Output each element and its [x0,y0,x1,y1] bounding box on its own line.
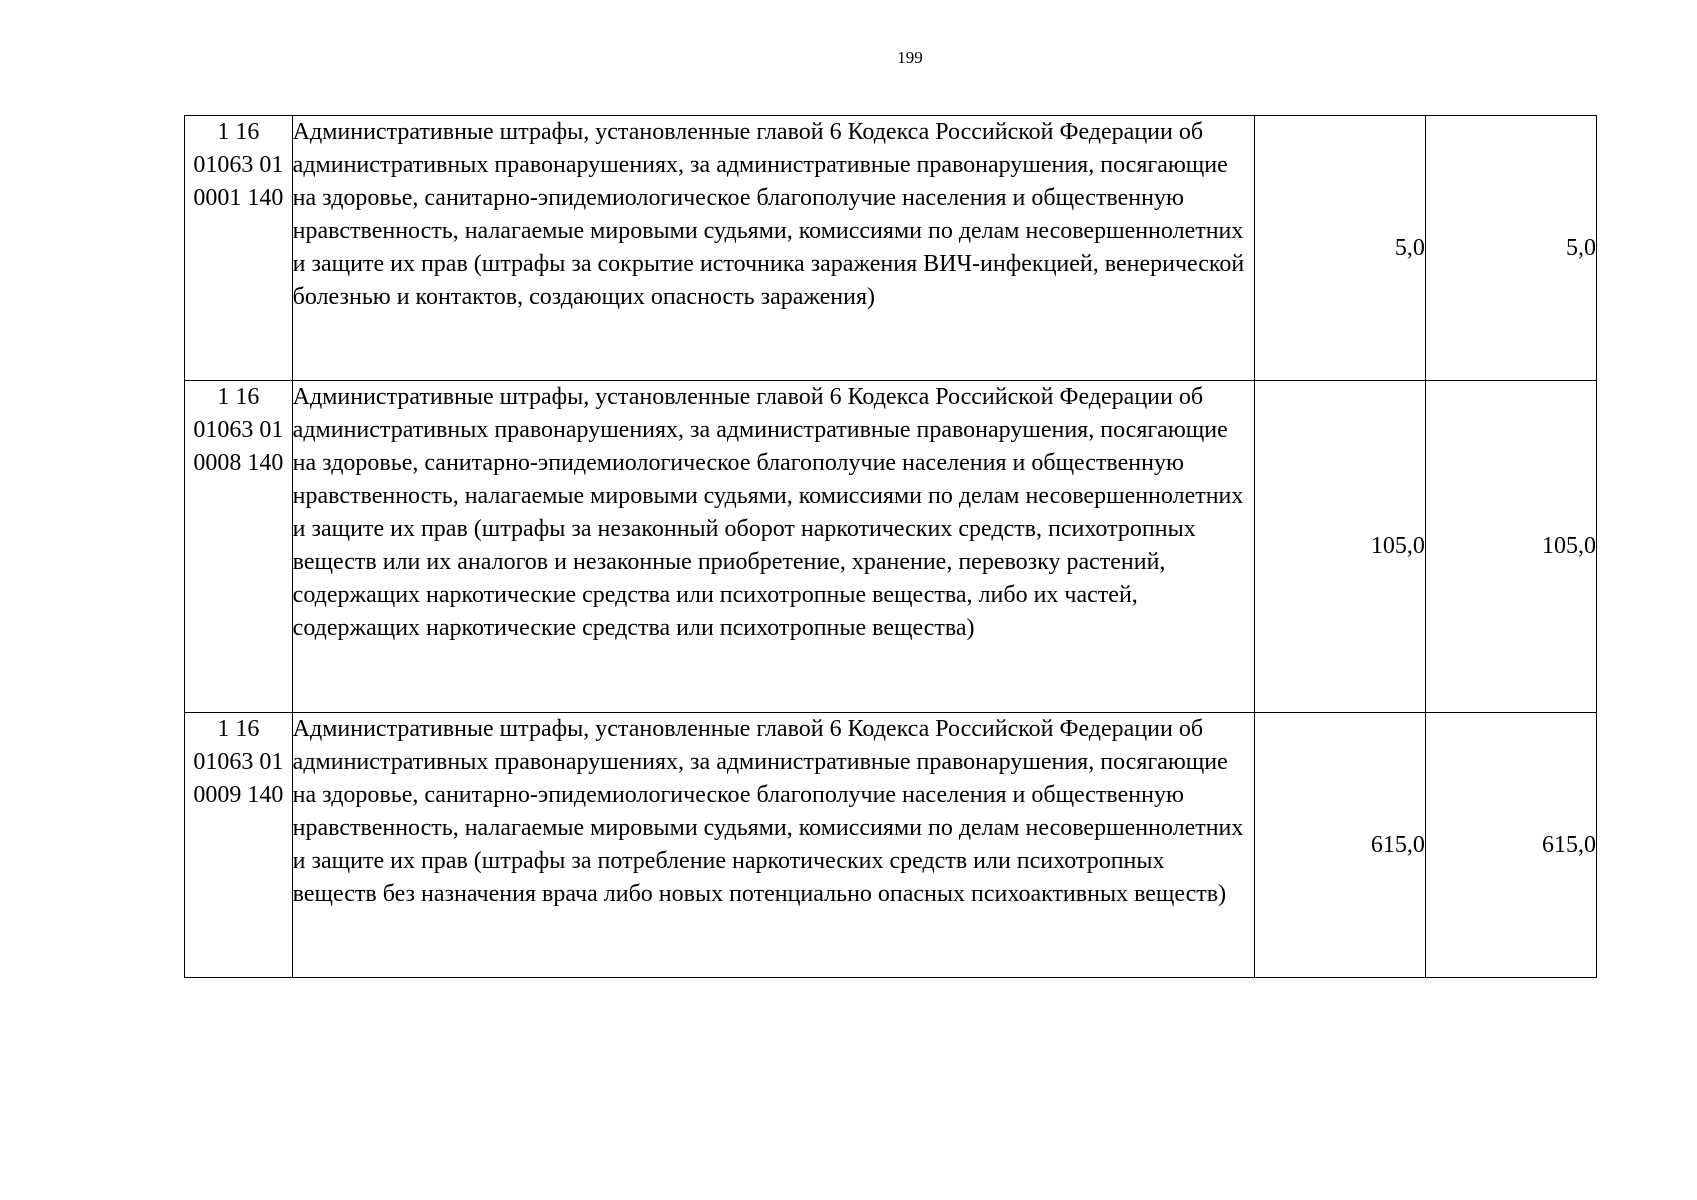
budget-table [184,115,1597,978]
code-line: 0008 140 [193,450,284,476]
page-number: 199 [897,48,923,67]
code-line: 1 16 [217,716,260,742]
code-cell [185,713,293,978]
code-cell [185,116,293,381]
code-line: 01063 01 [193,749,284,775]
description-cell: Административные штрафы, установленные главой 6 Кодекса Российской Федерации об административных правонарушениях, за административные правонарушения, посягающие на здоровье, санитарно-эпидемиологическое благополучие населения и общественную нравственность, налагаемые мировыми судьями, комиссиями по делам несовершеннолетних и защите их прав (штрафы за незаконный оборот наркотических средств, психотропных веществ или их аналогов и незаконные приобретение, хранение, перевозку растений, содержащих наркотические средства или психотропные вещества, либо их частей, содержащих наркотические средства или психотропные вещества) [292,381,1254,713]
value-cell-1: 615,0 [1254,713,1425,978]
table-row [185,381,1597,713]
code-line: 01063 01 [193,417,284,443]
table-row [185,116,1597,381]
code-line: 01063 01 [193,152,284,178]
code-cell [185,381,293,713]
description-cell: Административные штрафы, установленные главой 6 Кодекса Российской Федерации об административных правонарушениях, за административные правонарушения, посягающие на здоровье, санитарно-эпидемиологическое благополучие населения и общественную нравственность, налагаемые мировыми судьями, комиссиями по делам несовершеннолетних и защите их прав (штрафы за сокрытие источника заражения ВИЧ-инфекцией, венерической болезнью и контактов, создающих опасность заражения) [292,116,1254,381]
code-line: 0009 140 [193,782,284,808]
code-line: 1 16 [217,384,260,410]
code-line: 0001 140 [193,185,284,211]
value-cell-2: 5,0 [1425,116,1596,381]
value-cell-2: 615,0 [1425,713,1596,978]
value-cell-1: 5,0 [1254,116,1425,381]
table-row [185,713,1597,978]
description-cell: Административные штрафы, установленные главой 6 Кодекса Российской Федерации об административных правонарушениях, за административные правонарушения, посягающие на здоровье, санитарно-эпидемиологическое благополучие населения и общественную нравственность, налагаемые мировыми судьями, комиссиями по делам несовершеннолетних и защите их прав (штрафы за потребление наркотических средств или психотропных веществ без назначения врача либо новых потенциально опасных психоактивных веществ) [292,713,1254,978]
code-line: 1 16 [217,119,260,145]
value-cell-2: 105,0 [1425,381,1596,713]
value-cell-1: 105,0 [1254,381,1425,713]
